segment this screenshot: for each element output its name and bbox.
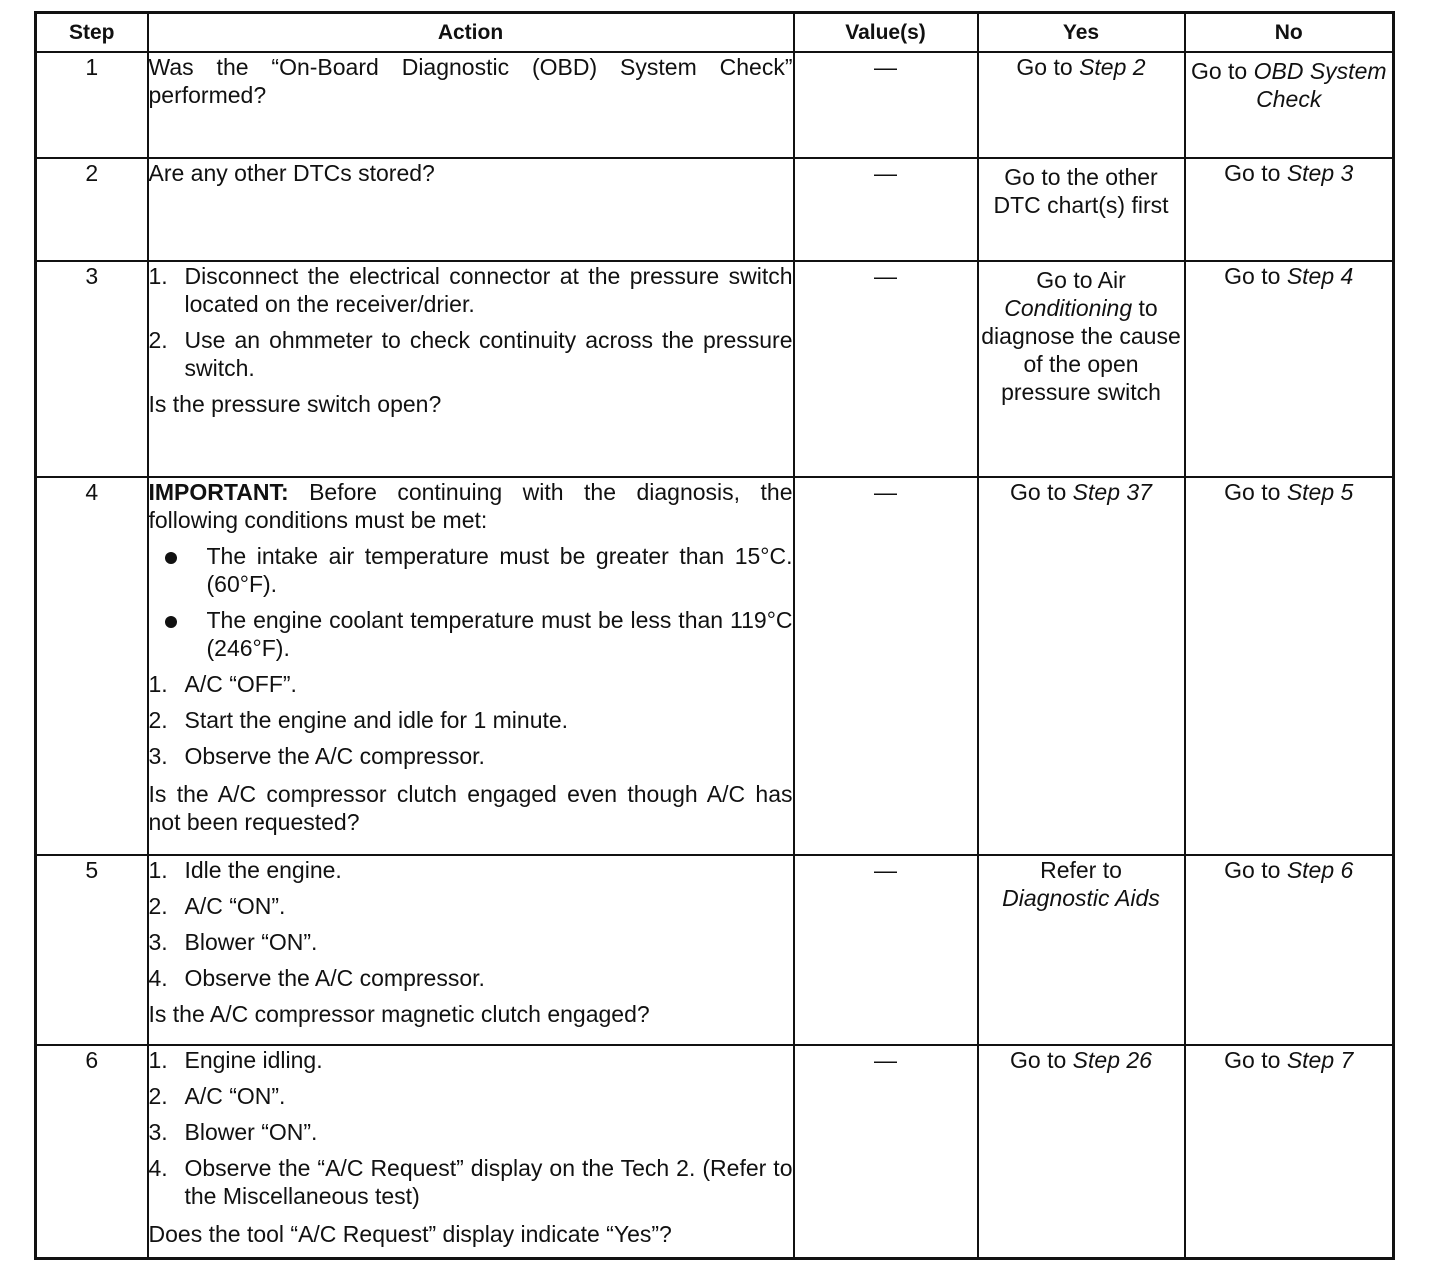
list-item: 1. Disconnect the electrical connector at the pressure switch located on the receiver/drier. bbox=[148, 263, 793, 317]
action-question: Was the “On-Board Diagnostic (OBD) System Check” performed? bbox=[148, 54, 793, 108]
list-item: 1. Engine idling. bbox=[148, 1047, 323, 1073]
value-cell bbox=[794, 477, 978, 855]
no-cell bbox=[1185, 855, 1394, 1045]
header-action: Action bbox=[148, 13, 794, 53]
no-link[interactable]: Step 4 bbox=[1286, 263, 1354, 289]
list-item: 3. Observe the A/C compressor. bbox=[148, 743, 485, 769]
yes-prefix: Go to bbox=[1010, 479, 1073, 505]
no-prefix: Go to bbox=[1224, 263, 1287, 289]
action-question: Is the pressure switch open? bbox=[148, 391, 442, 417]
no-cell bbox=[1185, 52, 1394, 158]
value-cell bbox=[794, 855, 978, 1045]
header-values: Value(s) bbox=[794, 13, 978, 53]
value-cell bbox=[794, 261, 978, 477]
yes-link[interactable]: Diagnostic Aids bbox=[1002, 885, 1160, 911]
no-cell bbox=[1185, 477, 1394, 855]
yes-cell bbox=[978, 261, 1185, 477]
value-dash: — bbox=[874, 1047, 897, 1073]
yes-cell bbox=[978, 52, 1185, 158]
no-cell bbox=[1185, 1045, 1394, 1259]
action-cell bbox=[148, 477, 794, 855]
diagnostic-table bbox=[34, 11, 1395, 1260]
no-prefix: Go to bbox=[1224, 160, 1287, 186]
step-number: 6 bbox=[36, 1045, 148, 1259]
value-dash: — bbox=[874, 54, 897, 80]
list-item: 1. A/C “OFF”. bbox=[148, 671, 297, 697]
no-link[interactable]: Step 5 bbox=[1286, 479, 1354, 505]
yes-link[interactable]: Step 37 bbox=[1072, 479, 1152, 505]
bullet-icon bbox=[149, 606, 207, 662]
important-note bbox=[149, 478, 793, 534]
step-number: 5 bbox=[36, 855, 148, 1045]
list-item: 2. A/C “ON”. bbox=[148, 1083, 286, 1109]
no-cell bbox=[1185, 261, 1394, 477]
yes-link[interactable]: Step 26 bbox=[1072, 1047, 1152, 1073]
yes-cell bbox=[978, 158, 1185, 261]
yes-text[interactable]: Go to the other DTC chart(s) first bbox=[993, 164, 1169, 218]
table-row bbox=[36, 52, 1394, 158]
table-row bbox=[36, 855, 1394, 1045]
value-dash: — bbox=[874, 857, 897, 883]
yes-prefix: Go to Air bbox=[1036, 267, 1126, 293]
bullet-item: The engine coolant temperature must be less than 119°C (246°F). bbox=[149, 606, 793, 662]
step-number: 1 bbox=[36, 52, 148, 158]
header-no: No bbox=[1185, 13, 1394, 53]
important-label: IMPORTANT: bbox=[148, 479, 289, 505]
action-cell bbox=[148, 1045, 794, 1259]
no-link[interactable]: Step 3 bbox=[1286, 160, 1354, 186]
no-prefix: Go to bbox=[1224, 1047, 1287, 1073]
table-row bbox=[36, 1045, 1394, 1259]
no-prefix: Go to bbox=[1190, 58, 1254, 84]
action-cell bbox=[148, 261, 794, 477]
no-link[interactable]: Step 6 bbox=[1286, 857, 1354, 883]
yes-cell bbox=[978, 855, 1185, 1045]
header-row bbox=[36, 13, 1394, 53]
value-dash: — bbox=[874, 160, 897, 186]
no-link[interactable]: OBD System Check bbox=[1253, 58, 1387, 112]
action-cell bbox=[148, 855, 794, 1045]
value-dash: — bbox=[874, 479, 897, 505]
header-step: Step bbox=[36, 13, 148, 53]
no-prefix: Go to bbox=[1224, 479, 1287, 505]
action-cell bbox=[148, 158, 794, 261]
step-number: 4 bbox=[36, 477, 148, 855]
list-item: 4. Observe the A/C compressor. bbox=[148, 965, 485, 991]
list-item: 2. A/C “ON”. bbox=[148, 893, 286, 919]
yes-prefix: Go to bbox=[1010, 1047, 1073, 1073]
value-cell bbox=[794, 52, 978, 158]
yes-link[interactable]: Conditioning bbox=[1004, 295, 1133, 321]
yes-cell bbox=[978, 1045, 1185, 1259]
yes-prefix: Go to bbox=[1016, 54, 1080, 80]
step-number: 2 bbox=[36, 158, 148, 261]
action-question: Is the A/C compressor clutch engaged even though A/C has not been requested? bbox=[148, 781, 793, 835]
table-row bbox=[36, 158, 1394, 261]
step-number: 3 bbox=[36, 261, 148, 477]
bullet-item: The intake air temperature must be greater than 15°C. (60°F). bbox=[149, 542, 793, 598]
important-text: Before continuing with the diagnosis, the following conditions must be met: bbox=[148, 479, 793, 533]
yes-suffix: to diagnose the cause of the open pressure switch bbox=[981, 295, 1181, 405]
yes-link[interactable]: Step 2 bbox=[1079, 54, 1146, 80]
list-item: 1. Idle the engine. bbox=[148, 857, 342, 883]
yes-cell bbox=[978, 477, 1185, 855]
no-prefix: Go to bbox=[1224, 857, 1287, 883]
action-question: Is the A/C compressor magnetic clutch engaged? bbox=[148, 1001, 650, 1027]
value-cell bbox=[794, 1045, 978, 1259]
list-item: 2. Start the engine and idle for 1 minute. bbox=[148, 707, 569, 733]
table-row bbox=[36, 261, 1394, 477]
value-dash: — bbox=[874, 263, 897, 289]
list-item: 2. Use an ohmmeter to check continuity across the pressure switch. bbox=[148, 327, 793, 381]
no-cell bbox=[1185, 158, 1394, 261]
header-yes: Yes bbox=[978, 13, 1185, 53]
value-cell bbox=[794, 158, 978, 261]
table-row bbox=[36, 477, 1394, 855]
action-question: Does the tool “A/C Request” display indicate “Yes”? bbox=[148, 1221, 672, 1247]
action-cell bbox=[148, 52, 794, 158]
no-link[interactable]: Step 7 bbox=[1286, 1047, 1354, 1073]
list-item: 4. Observe the “A/C Request” display on the Tech 2. (Refer to the Miscellaneous test) bbox=[148, 1155, 793, 1209]
bullet-icon bbox=[149, 542, 207, 598]
yes-prefix: Refer to bbox=[1040, 857, 1122, 883]
action-question: Are any other DTCs stored? bbox=[148, 160, 435, 186]
list-item: 3. Blower “ON”. bbox=[148, 929, 318, 955]
list-item: 3. Blower “ON”. bbox=[148, 1119, 318, 1145]
